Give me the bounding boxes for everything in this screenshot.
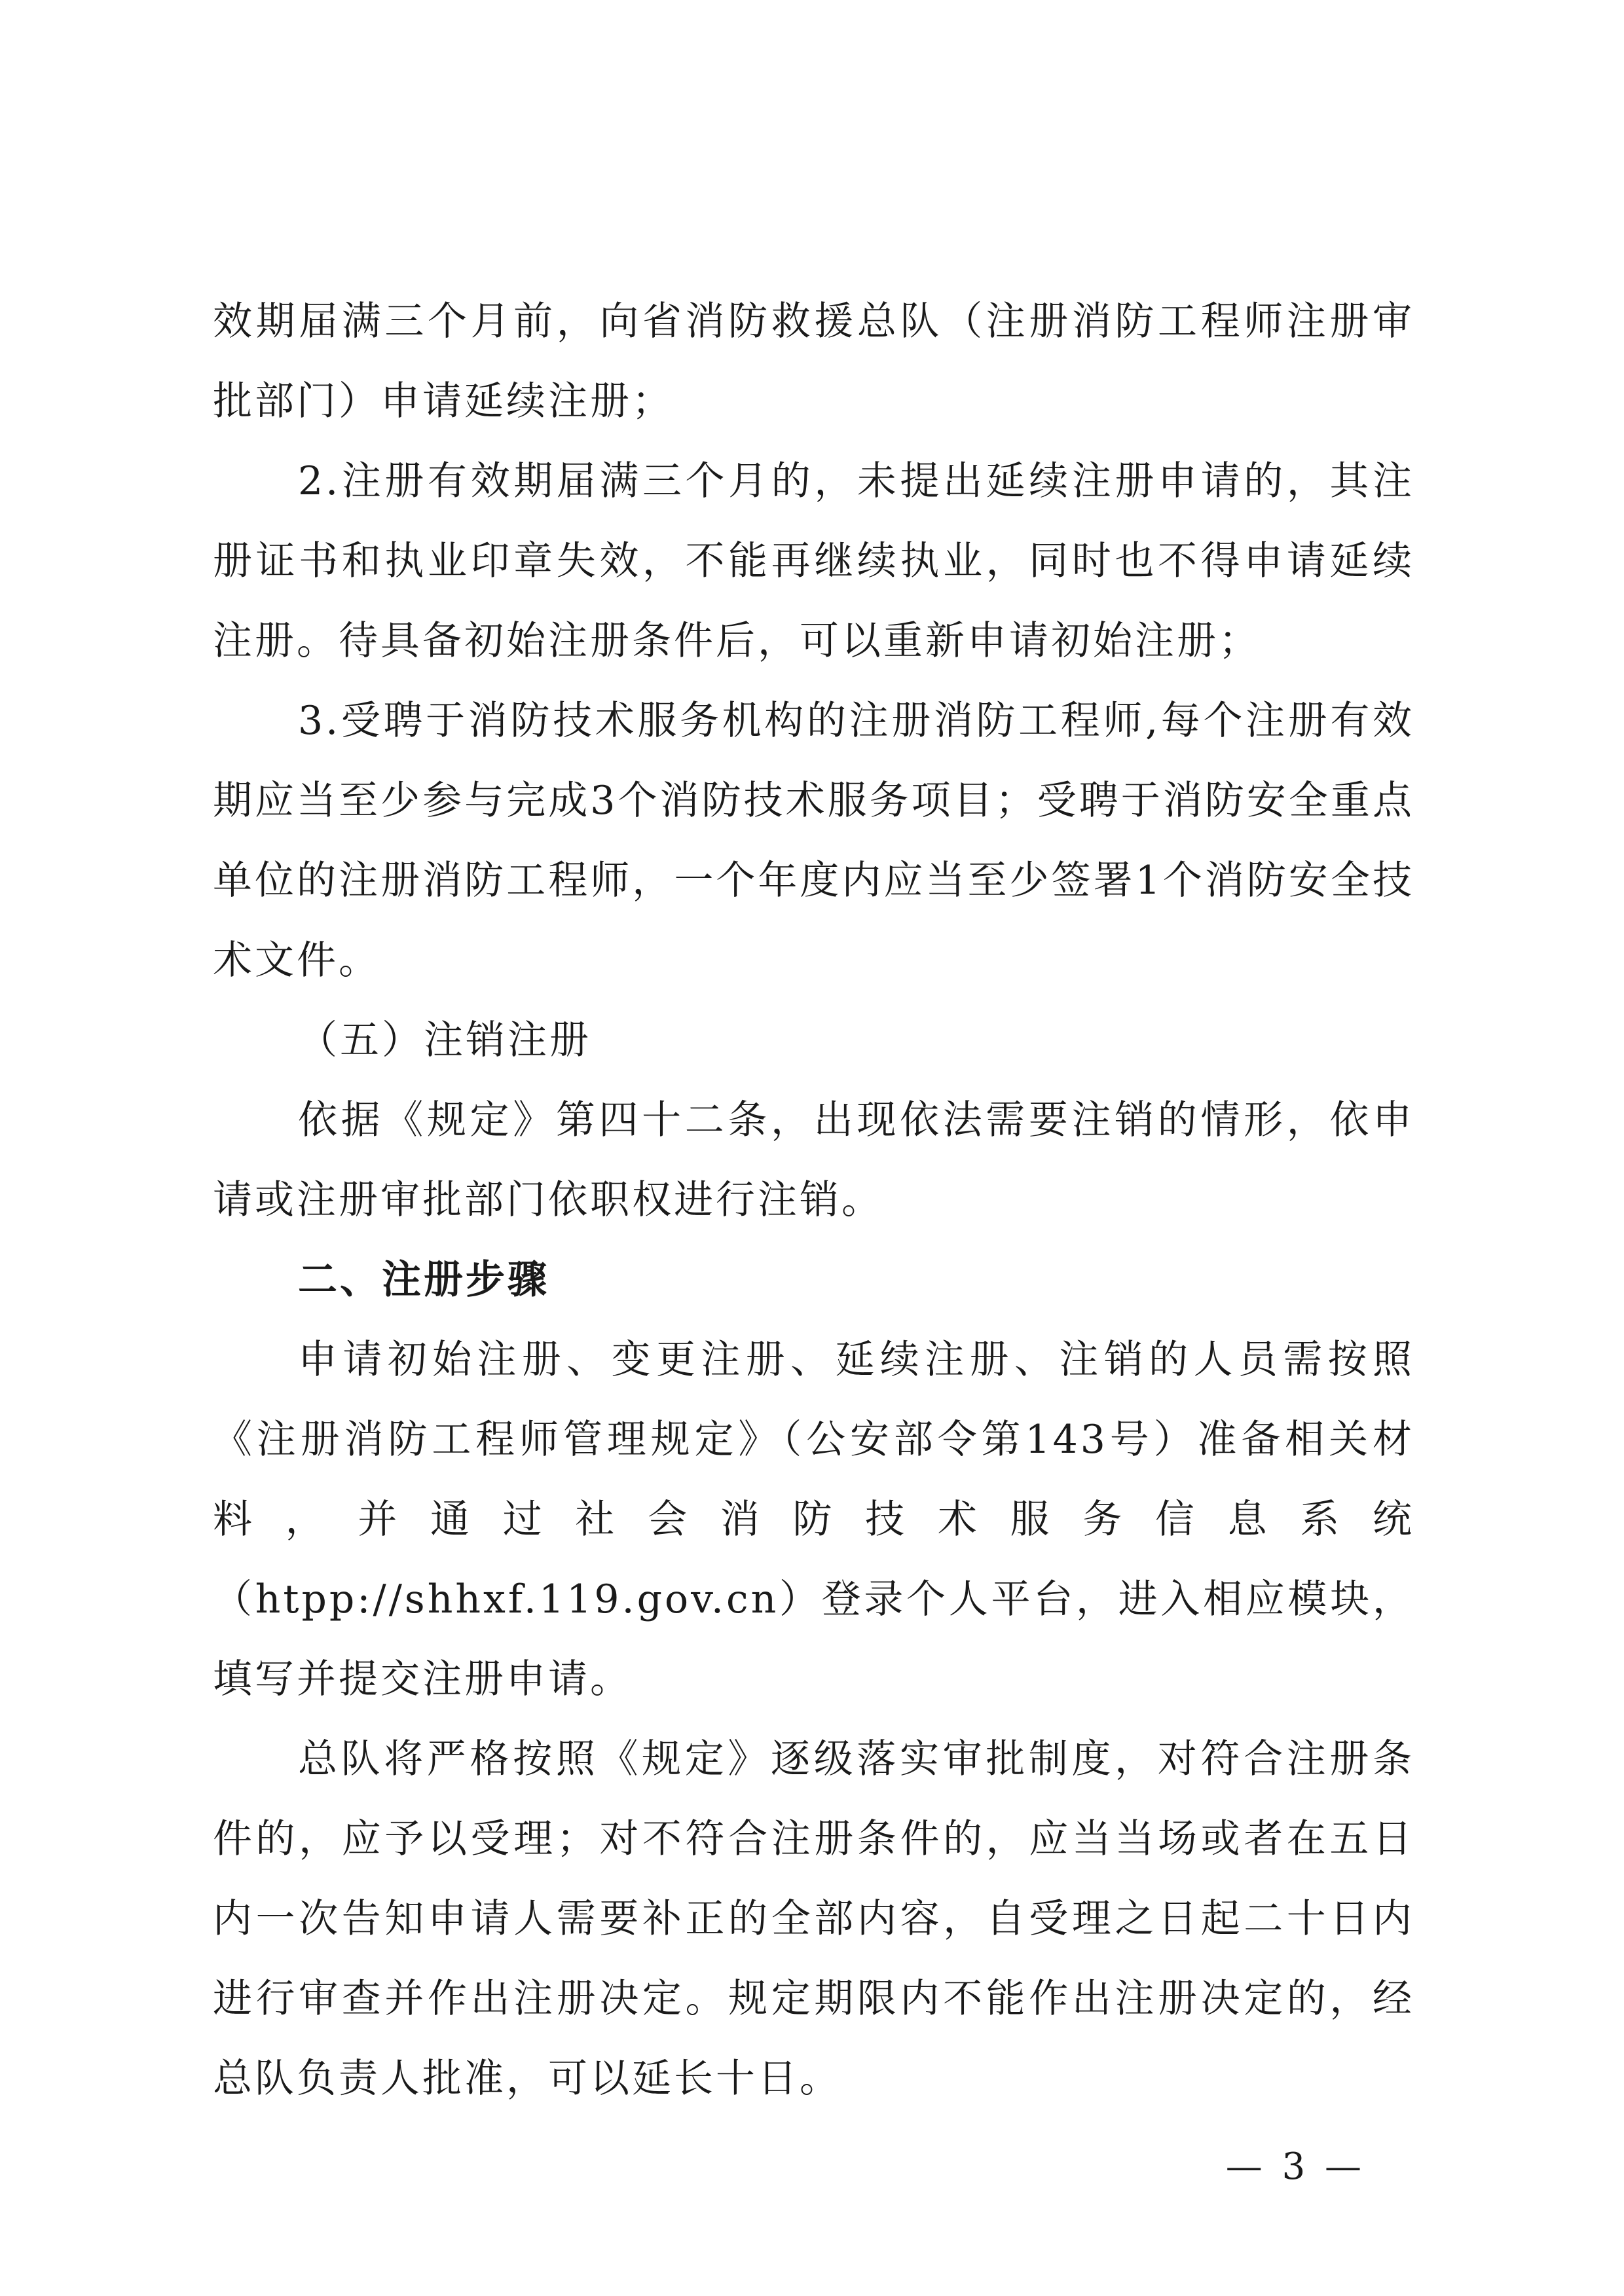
- section-heading-cancellation: （五）注销注册: [298, 1017, 591, 1063]
- paragraph-renewal-deadline: 效期届满三个月前，向省消防救援总队（注册消防工程师注册审批部门）申请延续注册；: [213, 299, 1414, 424]
- section-heading-registration-steps: 二、注册步骤: [298, 1257, 549, 1303]
- page-number: — 3 —: [1225, 2145, 1365, 2188]
- paragraph-cancellation: 依据《规定》第四十二条，出现依法需要注销的情形，依申请或注册审批部门依职权进行注销。: [213, 1097, 1414, 1223]
- paragraph-application-steps: 申请初始注册、变更注册、延续注册、注销的人员需按照《注册消防工程师管理规定》（公安部令第143号）准备相关材料，并通过社会消防技术服务信息系统（htpp://shhxf.119.gov.cn）登录个人平台，进入相应模块，填写并提交注册申请。: [213, 1337, 1414, 1702]
- paragraph-approval-process: 总队将严格按照《规定》逐级落实审批制度，对符合注册条件的，应予以受理；对不符合注册条件的，应当当场或者在五日内一次告知申请人需要补正的全部内容，自受理之日起二十日内进行审查并作出注册决定。规定期限内不能作出注册决定的，经总队负责人批准，可以延长十日。: [213, 1736, 1414, 2102]
- paragraph-item-2: 2.注册有效期届满三个月的，未提出延续注册申请的，其注册证书和执业印章失效，不能再继续执业，同时也不得申请延续注册。待具备初始注册条件后，可以重新申请初始注册；: [213, 458, 1414, 664]
- document-body: [213, 282, 1414, 2119]
- paragraph-item-3: 3.受聘于消防技术服务机构的注册消防工程师,每个注册有效期应当至少参与完成3个消防技术服务项目；受聘于消防安全重点单位的注册消防工程师，一个年度内应当至少签署1个消防安全技术文件。: [213, 698, 1414, 983]
